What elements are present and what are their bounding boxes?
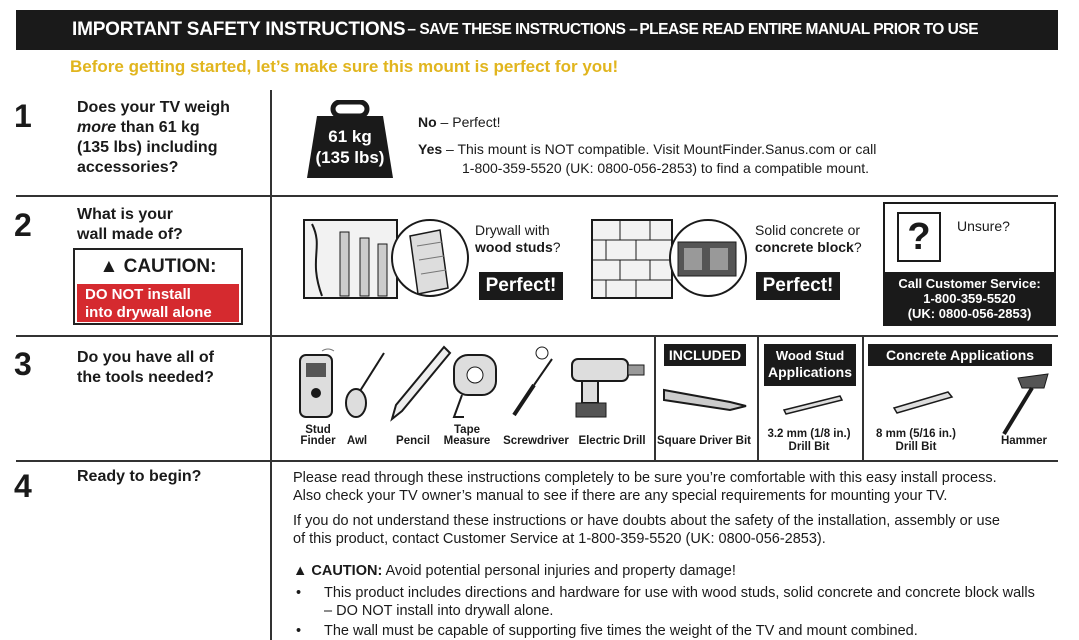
drywall-caution-box [73, 248, 243, 325]
warning-icon-2: ▲ [293, 563, 312, 579]
step-4-question: Ready to begin? [77, 468, 202, 485]
q1-line2 [77, 118, 230, 138]
hammer-label: Hammer [1000, 435, 1048, 447]
perfect-badge-concrete: Perfect! [756, 272, 840, 300]
column-divider [270, 90, 272, 640]
wood-divider [757, 337, 759, 460]
paragraph-customer-service [293, 512, 1063, 548]
bullet1-line1: This product includes directions and hardware for use with wood studs, solid concrete and concrete block walls [324, 585, 1035, 601]
p1-line1: Please read through these instructions completely to be sure you’re comfortable with this easy install process. [293, 470, 997, 486]
stud-finder-icon [300, 349, 334, 417]
concrete-wall-icon [590, 218, 750, 300]
drywall-qmark: ? [552, 239, 561, 255]
stud-finder-label [296, 425, 340, 447]
drywall-label [475, 222, 561, 256]
concrete-app-header: Concrete Applications [868, 344, 1052, 366]
weight-lbs: (135 lbs) [315, 148, 385, 167]
drywall-wood-studs-icon [302, 218, 472, 300]
answer-no [418, 112, 500, 132]
caution-message [77, 284, 239, 322]
divider-1 [16, 195, 1058, 197]
q3-line1: Do you have all of [77, 349, 214, 366]
concrete-divider [862, 337, 864, 460]
service-line1: Call Customer Service: [898, 276, 1041, 291]
caution-line2: into drywall alone [85, 304, 212, 321]
yes-label: Yes [418, 141, 443, 157]
pencil-label: Pencil [396, 435, 430, 447]
q2-line1: What is your [77, 206, 174, 223]
concrete-line1: Solid concrete or [755, 222, 861, 238]
paragraph-read-instructions [293, 469, 1063, 505]
q3-line2: the tools needed? [77, 369, 214, 386]
concrete-bit-line1: 8 mm (5/16 in.) [876, 428, 956, 440]
caution-text: Avoid potential personal injuries and property damage! [382, 563, 736, 579]
yes-text: – This mount is NOT compatible. Visit MountFinder.Sanus.com or call [442, 141, 877, 157]
tape-measure-icon [454, 355, 496, 417]
divider-2 [16, 335, 1058, 337]
step-2-question [77, 205, 183, 245]
concrete-drill-bit-label [866, 428, 966, 454]
q1-emphasis: more [77, 119, 117, 136]
drywall-line2: wood studs [475, 239, 553, 255]
q1-line1: Does your TV weigh [77, 99, 230, 116]
p1-line2: Also check your TV owner’s manual to see if there are any special requirements for mounting your TV. [293, 488, 948, 504]
divider-3 [16, 460, 1058, 462]
wood-drill-bit-label [760, 428, 858, 454]
stud-finder-line2: Finder [300, 435, 336, 447]
caution-title-text: CAUTION: [123, 256, 217, 277]
p2-line2: of this product, contact Customer Service at 1-800-359-5520 (UK: 0800-056-2853). [293, 531, 826, 547]
bullet-marker-1: • [296, 585, 302, 601]
concrete-qmark: ? [853, 239, 862, 255]
awl-label: Awl [346, 435, 368, 447]
weight-label [305, 126, 395, 168]
stud-finder-line1: Stud [305, 424, 331, 436]
no-text: – Perfect! [436, 114, 501, 130]
q1-line3: (135 lbs) including [77, 139, 218, 156]
pencil-icon [392, 347, 450, 419]
header-sub2: PLEASE READ ENTIRE MANUAL PRIOR TO USE [639, 21, 979, 38]
wood-drill-bit-icon [780, 392, 850, 416]
concrete-line2: concrete block [755, 239, 854, 255]
square-driver-bit-label: Square Driver Bit [657, 435, 751, 447]
included-header: INCLUDED [664, 344, 746, 366]
step-3-number: 3 [14, 346, 32, 382]
electric-drill-icon [572, 359, 644, 417]
bullet-2: The wall must be capable of supporting five times the weight of the TV and mount combined. [324, 623, 918, 639]
p2-line1: If you do not understand these instructions or have doubts about the safety of the installation, assembly or use [293, 513, 1000, 529]
step-1-question [77, 98, 230, 178]
step-3-question [77, 348, 214, 388]
weight-kg: 61 kg [328, 127, 372, 146]
q2-line2: wall made of? [77, 226, 183, 243]
q1-line4: accessories? [77, 159, 179, 176]
subtitle: Before getting started, let’s make sure this mount is perfect for you! [70, 57, 619, 76]
bullet-1 [324, 584, 1054, 620]
tape-line1: Tape [454, 424, 480, 436]
tape-measure-label [438, 425, 496, 447]
unsure-box [883, 202, 1056, 326]
question-mark-icon: ? [897, 212, 941, 262]
bullet1-line2: – DO NOT install into drywall alone. [324, 603, 554, 619]
wood-app-line1: Wood Stud [775, 348, 845, 363]
caution-line [293, 562, 1063, 580]
step-1-number: 1 [14, 98, 32, 134]
header-sub1: – SAVE THESE INSTRUCTIONS – [407, 21, 638, 38]
service-phone-uk: (UK: 0800-056-2853) [907, 306, 1032, 321]
wood-app-header [764, 344, 856, 386]
caution-line1: DO NOT install [85, 286, 191, 303]
caution-label: CAUTION: [311, 563, 383, 579]
hammer-icon [996, 372, 1052, 436]
tools-illustration [296, 345, 656, 425]
perfect-badge-drywall: Perfect! [479, 272, 563, 300]
service-phone-us: 1-800-359-5520 [923, 291, 1016, 306]
caution-title [75, 256, 241, 278]
screwdriver-icon [514, 347, 552, 415]
electric-drill-label: Electric Drill [578, 435, 646, 447]
drywall-line1: Drywall with [475, 222, 550, 238]
step-2-number: 2 [14, 207, 32, 243]
concrete-drill-bit-icon [890, 386, 960, 414]
warning-icon: ▲ [99, 256, 119, 277]
wood-bit-line1: 3.2 mm (1/8 in.) [767, 428, 851, 440]
answer-yes [418, 139, 876, 159]
customer-service [885, 276, 1054, 321]
step-4-number: 4 [14, 468, 32, 504]
answer-yes-line2: 1-800-359-5520 (UK: 0800-056-2853) to find a compatible mount. [462, 160, 870, 176]
concrete-label [755, 222, 862, 256]
bullet-marker-2: • [296, 623, 302, 639]
screwdriver-label: Screwdriver [503, 435, 569, 447]
concrete-bit-line2: Drill Bit [895, 441, 937, 453]
q1-line2-rest: than 61 kg [116, 119, 200, 136]
wood-app-line2: Applications [767, 364, 852, 380]
tape-line2: Measure [443, 435, 491, 447]
wood-bit-line2: Drill Bit [788, 441, 830, 453]
no-label: No [418, 114, 437, 130]
awl-icon [346, 353, 384, 417]
square-driver-bit-icon [660, 380, 752, 420]
header-bar [16, 10, 1058, 50]
unsure-label: Unsure? [957, 218, 1010, 234]
header-title: IMPORTANT SAFETY INSTRUCTIONS [72, 19, 406, 40]
